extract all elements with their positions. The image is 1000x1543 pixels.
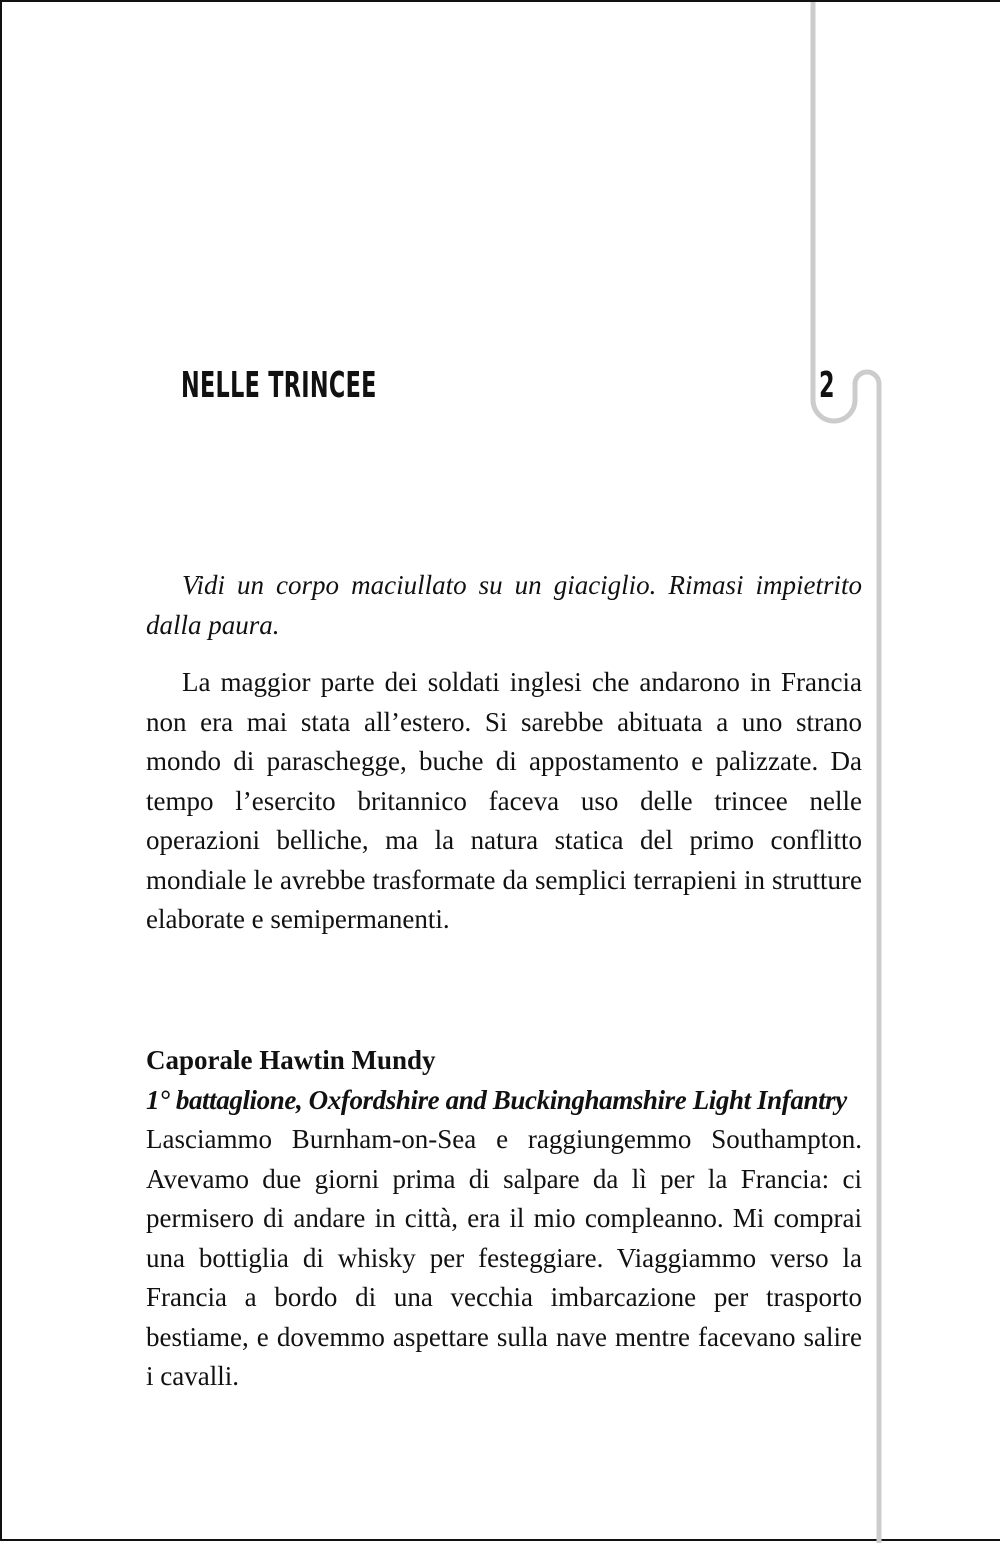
testimony-text: Lasciammo Burnham-on-Sea e raggiungemmo Southampton. Avevamo due giorni prima di salpare da lì per la Francia: ci permisero di andare in città, era il mio compleanno. Mi comprai una bottiglia di whisky per festeggiare. Viaggiammo verso la Francia a bordo di una vecchia imbarcazione per trasporto bestiame, e dovemmo aspettare sulla nave mentre facevano salire i cavalli.: [146, 1124, 862, 1391]
intro-paragraph: [146, 663, 862, 940]
intro-text: La maggior parte dei soldati inglesi che andarono in Francia non era mai stata all’estero. Si sarebbe abituata a uno strano mondo di paraschegge, buche di appostamento e palizzate. Da tempo l’esercito britannico faceva uso delle trincee nelle operazioni belliche, ma la natura statica del primo conflitto mondiale le avrebbe trasformate da semplici terrapieni in strutture elaborate e semipermanenti.: [146, 667, 862, 934]
speaker-name: Caporale Hawtin Mundy: [146, 1045, 436, 1075]
speaker-unit: 1° battaglione, Oxfordshire and Buckinghamshire Light Infantry: [146, 1084, 847, 1115]
chapter-number: 2: [819, 365, 835, 406]
epigraph: [146, 566, 862, 645]
chapter-title: NELLE TRINCEE: [181, 365, 377, 406]
epigraph-text: Vidi un corpo maciullato su un giaciglio. Rimasi impietrito dalla paura.: [146, 570, 862, 640]
testimony-block: [146, 1041, 862, 1397]
